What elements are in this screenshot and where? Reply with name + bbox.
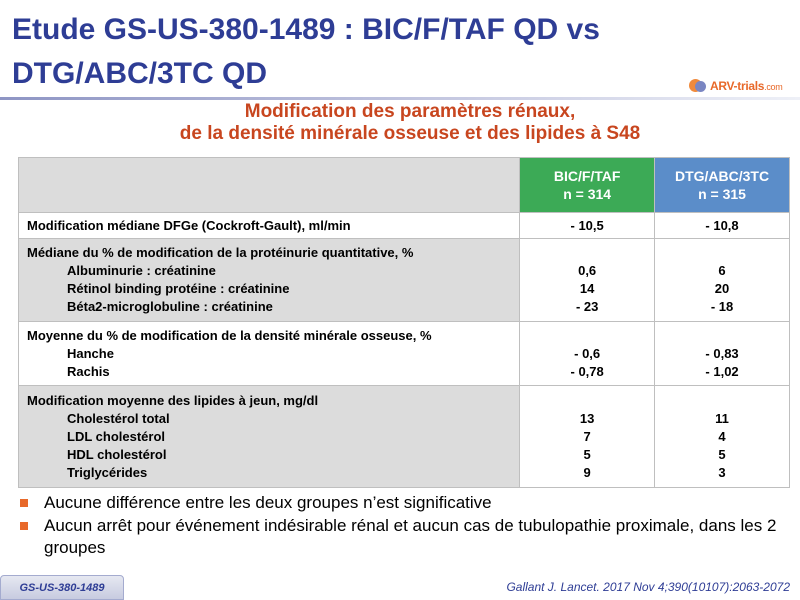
subtitle-line2: de la densité minérale osseuse et des lipides à S48	[179, 123, 641, 144]
sublabel: HDL cholestérol	[67, 446, 167, 462]
slide-title-line2: DTG/ABC/3TC QD	[12, 57, 267, 90]
table-row	[19, 213, 790, 239]
sublabel: Hanche	[67, 345, 114, 361]
sublabel: Rachis	[67, 363, 110, 379]
row-label-lipides: Modification moyenne des lipides à jeun, mg/dl Cholestérol total LDL cholestérol HDL cholestérol Triglycérides	[19, 386, 520, 488]
results-table	[18, 157, 790, 488]
bullet-item: Aucun arrêt pour événement indésirable rénal et aucun cas de tubulopathie proximale, dans les 2 groupes	[18, 515, 788, 559]
sublabel: LDL cholestérol	[67, 428, 166, 444]
row-value-dtg: - 10,8	[655, 213, 790, 239]
square-bullet-icon	[20, 499, 28, 507]
logo-domain: .com	[764, 82, 783, 92]
sublabel: Rétinol binding protéine : créatinine	[67, 281, 290, 296]
slide-title-line1: Etude GS-US-380-1489 : BIC/F/TAF QD vs	[12, 13, 600, 46]
arv-trials-logo	[688, 76, 796, 96]
table-header-row	[19, 158, 790, 213]
title-divider	[0, 97, 800, 100]
row-label-dmo: Moyenne du % de modification de la densité minérale osseuse, % Hanche Rachis	[19, 322, 520, 386]
row-label-dfge: Modification médiane DFGe (Cockroft-Gault), ml/min	[19, 213, 520, 239]
row-value-bic: 0,6 14 - 23	[520, 239, 655, 322]
sublabel: Triglycérides	[67, 464, 148, 480]
table-row	[19, 239, 790, 322]
table-row	[19, 386, 790, 488]
logo-text: ARV-trials	[710, 79, 765, 93]
header-dtg-n: n = 315	[698, 186, 746, 202]
row-value-bic: - 10,5	[520, 213, 655, 239]
row-value-dtg: 11 4 5 3	[655, 386, 790, 488]
header-bic-n: n = 314	[563, 186, 612, 202]
study-tag: GS-US-380-1489	[0, 575, 124, 600]
subtitle-line1: Modification des paramètres rénaux,	[244, 101, 576, 122]
header-dtg-abc-3tc	[655, 158, 790, 213]
citation: Gallant J. Lancet. 2017 Nov 4;390(10107):2063-2072	[506, 580, 790, 594]
header-bic-name: BIC/F/TAF	[553, 168, 621, 184]
sublabel: Béta2-microglobuline : créatinine	[67, 299, 273, 314]
row-value-dtg: 6 20 - 18	[655, 239, 790, 322]
sublabel: Albuminurie : créatinine	[67, 263, 216, 278]
slide-subtitle	[60, 101, 760, 145]
header-dtg-name: DTG/ABC/3TC	[674, 168, 770, 184]
conclusion-bullets	[18, 492, 788, 560]
square-bullet-icon	[20, 522, 28, 530]
row-value-dtg: - 0,83 - 1,02	[655, 322, 790, 386]
header-bic-f-taf	[520, 158, 655, 213]
row-value-bic: 13 7 5 9	[520, 386, 655, 488]
slide-title	[12, 8, 692, 96]
row-label-proteinurie: Médiane du % de modification de la protéinurie quantitative, % Albuminurie : créatinine Rétinol binding protéine : créatinine Béta2-microglobuline : créatinine	[19, 239, 520, 322]
table-row	[19, 322, 790, 386]
row-value-bic: - 0,6 - 0,78	[520, 322, 655, 386]
logo-mark-icon	[688, 76, 708, 96]
bullet-item: Aucune différence entre les deux groupes n’est significative	[18, 492, 788, 514]
header-empty-cell	[19, 158, 520, 213]
sublabel: Cholestérol total	[67, 410, 170, 426]
